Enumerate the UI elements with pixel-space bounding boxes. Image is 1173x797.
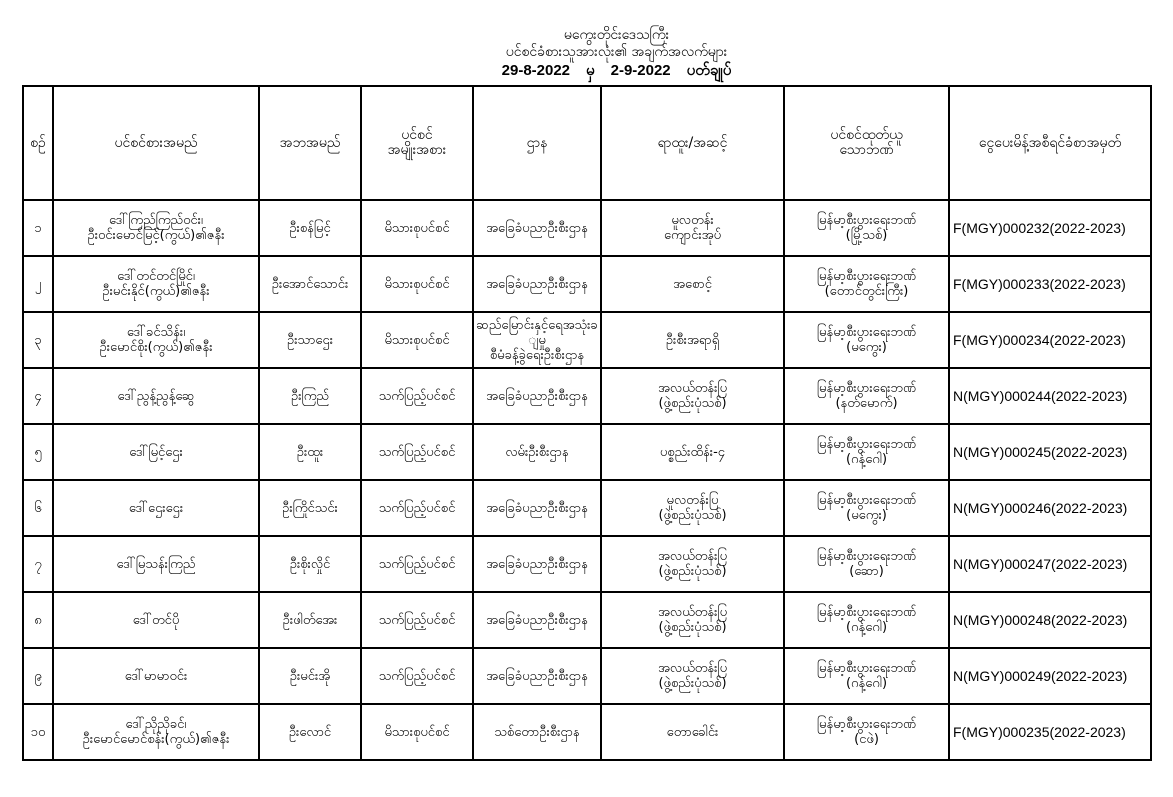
- payment-order-no: F(MGY)000232(2022-2023): [949, 200, 1151, 256]
- table-row: [23, 256, 1151, 312]
- table-row: [23, 200, 1151, 256]
- pensioner-name-line: ဒေါ်ညိုညိုခင်၊: [125, 717, 187, 732]
- bank: [784, 536, 949, 592]
- row-number: ၄: [23, 368, 53, 424]
- header-col-department: [473, 86, 601, 200]
- rank-line: ဦးစီးအရာရှိ: [665, 332, 720, 348]
- bank: [784, 312, 949, 368]
- bank-line: မြန်မာ့စီးပွားရေးဘဏ်: [816, 381, 917, 396]
- department-line: သစ်တောဦးစီးဌာန: [494, 724, 580, 740]
- bank-line: (ငဖဲ): [854, 732, 879, 747]
- rank-line: အလယ်တန်းပြ: [657, 661, 728, 676]
- bank: [784, 256, 949, 312]
- department: [473, 368, 601, 424]
- rank: [601, 704, 784, 760]
- department-line: အခြေခံပညာဦးစီးဌာန: [486, 668, 588, 684]
- pensioner-name-line: ဒေါ်တင်တင်မြိုင်၊: [117, 269, 195, 284]
- row-number: ၆: [23, 480, 53, 536]
- father-name: ဦးအောင်သောင်း: [259, 256, 361, 312]
- rank: [601, 424, 784, 480]
- bank-line: မြန်မာ့စီးပွားရေးဘဏ်: [816, 325, 917, 340]
- row-number: ၃: [23, 312, 53, 368]
- table-row: [23, 592, 1151, 648]
- bank-line: (နတ်မောက်): [835, 396, 898, 411]
- pensioner-name-line: ဒေါ်ခင်သိန်း၊: [126, 325, 186, 340]
- bank-line: မြန်မာ့စီးပွားရေးဘဏ်: [816, 549, 917, 564]
- table-row: [23, 704, 1151, 760]
- bank: [784, 480, 949, 536]
- header-col-pension-type: [361, 86, 473, 200]
- payment-order-no: N(MGY)000247(2022-2023): [949, 536, 1151, 592]
- bank: [784, 704, 949, 760]
- header-label: ပင်စင်စားအမည်: [114, 134, 198, 151]
- father-name: ဦးဖါတ်အေး: [259, 592, 361, 648]
- table-row: [23, 424, 1151, 480]
- bank-line: မြန်မာ့စီးပွားရေးဘဏ်: [816, 661, 917, 676]
- bank-line: (တောင်တွင်းကြီး): [824, 284, 909, 299]
- bank: [784, 648, 949, 704]
- department: [473, 704, 601, 760]
- pensioner-name: [53, 480, 259, 536]
- payment-order-no: N(MGY)000244(2022-2023): [949, 368, 1151, 424]
- pensioner-name-line: ဦးမောင်စိုး(ကွယ်)၏ဇနီး: [99, 340, 213, 355]
- bank-line: မြန်မာ့စီးပွားရေးဘဏ်: [816, 437, 917, 452]
- pension-type: သက်ပြည့်ပင်စင်: [361, 368, 473, 424]
- date-separator: မှ: [586, 62, 595, 79]
- pensioner-name-line: ဒေါ်မြင့်ဌေး: [129, 444, 183, 460]
- row-number: ၂: [23, 256, 53, 312]
- pensioner-name: [53, 368, 259, 424]
- pensioner-name-line: ဦးမောင်မောင်စန်း(ကွယ်)၏ဇနီး: [82, 732, 230, 747]
- pensioner-name-line: ဒေါ်တင်ပို: [132, 612, 180, 628]
- father-name: ဦးမင်းအို: [259, 648, 361, 704]
- header-col-father-name: [259, 86, 361, 200]
- pension-type: သက်ပြည့်ပင်စင်: [361, 480, 473, 536]
- father-name: ဦးကြိုင်သင်း: [259, 480, 361, 536]
- bank-line: (ဂန့်ဂေါ): [845, 676, 888, 691]
- pensioner-name: [53, 312, 259, 368]
- rank: [601, 312, 784, 368]
- bank-line: မြန်မာ့စီးပွားရေးဘဏ်: [816, 213, 917, 228]
- department-line: အခြေခံပညာဦးစီးဌာန: [486, 220, 588, 236]
- bank-line: မြန်မာ့စီးပွားရေးဘဏ်: [816, 493, 917, 508]
- bank-line: မြန်မာ့စီးပွားရေးဘဏ်: [816, 269, 917, 284]
- date-suffix: ပတ်ချုပ်: [686, 62, 732, 79]
- department: [473, 536, 601, 592]
- payment-order-no: N(MGY)000249(2022-2023): [949, 648, 1151, 704]
- department: [473, 592, 601, 648]
- pensioner-name-line: ဒေါ်ညွန့်ညွန့်ဆွေ: [117, 388, 195, 404]
- pension-type: သက်ပြည့်ပင်စင်: [361, 592, 473, 648]
- bank-line: မြန်မာ့စီးပွားရေးဘဏ်: [816, 605, 917, 620]
- pension-table: [22, 85, 1152, 761]
- header-label: အဘအမည်: [279, 134, 341, 151]
- department-line: ဆည်မြောင်းနှင့်ရေအသုံးခ: [476, 317, 598, 333]
- bank-line: (ဂန့်ဂေါ): [845, 452, 888, 467]
- pensioner-name-line: ဒေါ်ကြည်ကြည်ဝင်း၊: [108, 213, 203, 228]
- header-label: သောဘဏ်: [839, 142, 894, 158]
- table-header-row: [23, 86, 1151, 200]
- bank-line: မြန်မာ့စီးပွားရေးဘဏ်: [816, 717, 917, 732]
- rank-line: အစောင့်: [673, 276, 712, 292]
- department-line: အခြေခံပညာဦးစီးဌာန: [486, 388, 588, 404]
- rank-line: တောခေါင်း: [666, 724, 719, 740]
- bank-line: (ဂန့်ဂေါ): [845, 620, 888, 635]
- father-name: ဦးစန်မြင့်: [259, 200, 361, 256]
- header-col-bank: [784, 86, 949, 200]
- pension-type: သက်ပြည့်ပင်စင်: [361, 648, 473, 704]
- header-col-rank: [601, 86, 784, 200]
- header-label: အမျိုးအစား: [387, 142, 447, 158]
- bank-line: (မကွေး): [846, 340, 887, 355]
- pensioner-name-line: ဦးဝင်းမောင်မြင့်(ကွယ်)၏ဇနီး: [87, 228, 225, 243]
- row-number: ၉: [23, 648, 53, 704]
- pensioner-name-line: ဒေါ်မြသန်းကြည်: [116, 556, 196, 572]
- date-from: 29-8-2022: [501, 62, 571, 79]
- payment-order-no: F(MGY)000234(2022-2023): [949, 312, 1151, 368]
- rank-line: (ဖွဲ့စည်းပုံသစ်): [658, 508, 727, 523]
- rank-line: မူလတန်း: [671, 213, 714, 228]
- pensioner-name-line: ဒေါ်ဌေးဌေး: [128, 500, 184, 516]
- payment-order-no: F(MGY)000235(2022-2023): [949, 704, 1151, 760]
- father-name: ဦးသာဌေး: [259, 312, 361, 368]
- pensioner-name: [53, 200, 259, 256]
- bank-line: (မြို့သစ်): [845, 228, 888, 243]
- pensioner-name: [53, 536, 259, 592]
- header-col-no: [23, 86, 53, 200]
- pension-type: မိသားစုပင်စင်: [361, 704, 473, 760]
- rank: [601, 480, 784, 536]
- row-number: ၅: [23, 424, 53, 480]
- header-col-payment-order-no: [949, 86, 1151, 200]
- department-line: အခြေခံပညာဦးစီးဌာန: [486, 500, 588, 516]
- rank-line: (ဖွဲ့စည်းပုံသစ်): [658, 396, 727, 411]
- header-label: ဌာန: [526, 134, 548, 151]
- rank-line: ကျောင်းအုပ်: [663, 228, 722, 243]
- header-label: ရာထူး/အဆင့်: [657, 134, 728, 151]
- header-col-pensioner-name: [53, 86, 259, 200]
- pensioner-name-line: ဒေါ်မာမာဝင်း: [124, 668, 188, 684]
- pensioner-name: [53, 704, 259, 760]
- department: [473, 424, 601, 480]
- date-range: [30, 62, 1173, 80]
- payment-order-no: N(MGY)000248(2022-2023): [949, 592, 1151, 648]
- row-number: ၁: [23, 200, 53, 256]
- bank: [784, 368, 949, 424]
- department-line: အခြေခံပညာဦးစီးဌာန: [486, 556, 588, 572]
- rank-line: အလယ်တန်းပြ: [657, 605, 728, 620]
- header-label: ပင်စင်ထုတ်ယူ: [830, 127, 903, 143]
- table-row: [23, 368, 1151, 424]
- bank-line: (မကွေး): [846, 508, 887, 523]
- header-label: ပင်စင်: [401, 127, 433, 143]
- table-row: [23, 312, 1151, 368]
- department: [473, 256, 601, 312]
- rank: [601, 200, 784, 256]
- department-line: စီမံခန့်ခွဲရေးဦးစီးဌာန: [489, 347, 585, 363]
- pensioner-name: [53, 424, 259, 480]
- payment-order-no: N(MGY)000245(2022-2023): [949, 424, 1151, 480]
- header-label: စဉ်: [30, 134, 46, 151]
- department: [473, 648, 601, 704]
- bank: [784, 200, 949, 256]
- father-name: ဦးလောင်: [259, 704, 361, 760]
- department: [473, 312, 601, 368]
- father-name: ဦးထူး: [259, 424, 361, 480]
- header-label: ငွေပေးမိန့်အစီရင်ခံစာအမှတ်: [978, 134, 1122, 151]
- father-name: ဦးစိုးလှိုင်: [259, 536, 361, 592]
- rank: [601, 536, 784, 592]
- pensioner-name: [53, 648, 259, 704]
- pension-type: သက်ပြည့်ပင်စင်: [361, 424, 473, 480]
- rank-line: (ဖွဲ့စည်းပုံသစ်): [658, 620, 727, 635]
- table-row: [23, 536, 1151, 592]
- date-to: 2-9-2022: [610, 62, 671, 79]
- rank: [601, 648, 784, 704]
- rank: [601, 592, 784, 648]
- department-line: အခြေခံပညာဦးစီးဌာန: [486, 612, 588, 628]
- bank: [784, 592, 949, 648]
- pension-type: မိသားစုပင်စင်: [361, 200, 473, 256]
- rank-line: ပစ္စည်းထိန်း-၄: [659, 444, 726, 460]
- pensioner-name: [53, 592, 259, 648]
- pension-type: သက်ပြည့်ပင်စင်: [361, 536, 473, 592]
- pension-type: မိသားစုပင်စင်: [361, 312, 473, 368]
- region-title: မကွေးတိုင်းဒေသကြီး: [563, 27, 670, 43]
- rank-line: အလယ်တန်းပြ: [657, 381, 728, 396]
- department: [473, 200, 601, 256]
- rank: [601, 256, 784, 312]
- rank-line: (ဖွဲ့စည်းပုံသစ်): [658, 676, 727, 691]
- bank: [784, 424, 949, 480]
- pension-type: မိသားစုပင်စင်: [361, 256, 473, 312]
- row-number: ၁၀: [23, 704, 53, 760]
- table-row: [23, 480, 1151, 536]
- department-line: ျမှု: [528, 332, 546, 348]
- pensioner-name-line: ဦးမင်းနိုင်(ကွယ်)၏ဇနီး: [102, 284, 210, 299]
- row-number: ၇: [23, 536, 53, 592]
- department: [473, 480, 601, 536]
- department-line: လမ်းဦးစီးဌာန: [505, 444, 569, 460]
- rank-line: အလယ်တန်းပြ: [657, 549, 728, 564]
- rank-line: (ဖွဲ့စည်းပုံသစ်): [658, 564, 727, 579]
- rank-line: မူလတန်းပြ: [666, 493, 719, 508]
- row-number: ၈: [23, 592, 53, 648]
- rank: [601, 368, 784, 424]
- payment-order-no: N(MGY)000246(2022-2023): [949, 480, 1151, 536]
- pensioner-name: [53, 256, 259, 312]
- department-line: အခြေခံပညာဦးစီးဌာန: [486, 276, 588, 292]
- table-row: [23, 648, 1151, 704]
- father-name: ဦးကြည်: [259, 368, 361, 424]
- document-subtitle: ပင်စင်ခံစားသူအားလုံး၏ အချက်အလက်များ: [505, 44, 728, 60]
- payment-order-no: F(MGY)000233(2022-2023): [949, 256, 1151, 312]
- bank-line: (ဆော): [849, 564, 884, 579]
